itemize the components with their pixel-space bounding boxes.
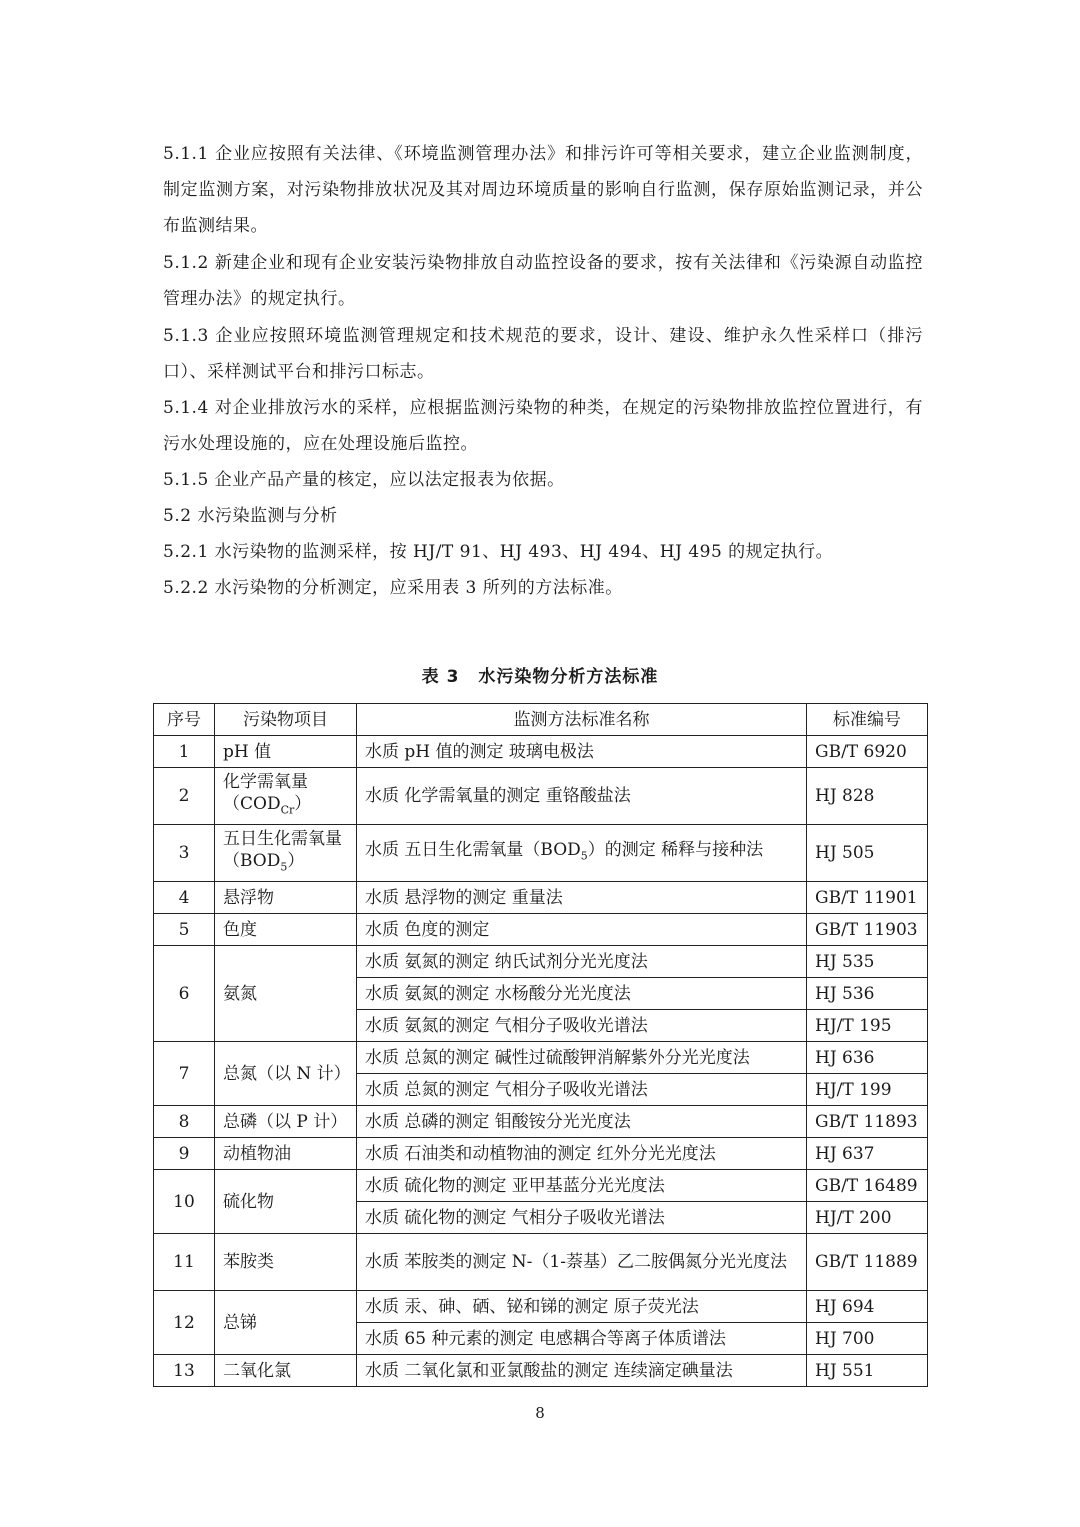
table-header-row	[154, 704, 928, 736]
method-name-text: 水质 硫化物的测定 亚甲基蓝分光光度法	[365, 1175, 665, 1196]
method-name	[357, 768, 807, 825]
row-number: 8	[154, 1106, 215, 1138]
table-caption	[0, 662, 1080, 687]
standard-code: HJ/T 199	[807, 1074, 928, 1106]
table-row	[154, 825, 928, 882]
pollutant-item-text: 化学需氧量（COD	[223, 771, 308, 814]
standard-code: GB/T 11893	[807, 1106, 928, 1138]
page-number: 8	[535, 1404, 545, 1422]
method-name	[357, 1106, 807, 1138]
row-number: 11	[154, 1234, 215, 1291]
method-name	[357, 1170, 807, 1202]
pollutant-item-text: 总氮（以 N 计）	[223, 1063, 351, 1084]
standard-code: GB/T 11901	[807, 882, 928, 914]
pollutant-item	[215, 768, 357, 825]
pollutant-item-tail: ）	[294, 793, 312, 814]
pollutant-item-text: 总锑	[223, 1312, 257, 1333]
water-pollutant-method-table	[153, 703, 928, 1387]
table-row	[154, 1170, 928, 1202]
pollutant-item	[215, 946, 357, 1042]
table-row	[154, 768, 928, 825]
standard-code: HJ 505	[807, 825, 928, 882]
header-item: 污染物项目	[215, 704, 357, 736]
row-number: 10	[154, 1170, 215, 1234]
method-name-text: 水质 pH 值的测定 玻璃电极法	[365, 741, 594, 762]
row-number: 9	[154, 1138, 215, 1170]
method-name	[357, 736, 807, 768]
table-row	[154, 1106, 928, 1138]
method-name	[357, 825, 807, 882]
pollutant-item-text: 硫化物	[223, 1191, 274, 1212]
standard-code: HJ 694	[807, 1291, 928, 1323]
row-number: 13	[154, 1355, 215, 1387]
header-code: 标准编号	[807, 704, 928, 736]
standard-code: HJ/T 200	[807, 1202, 928, 1234]
paragraph: 5.2.2 水污染物的分析测定，应采用表 3 所列的方法标准。	[163, 578, 623, 598]
standard-code: GB/T 11903	[807, 914, 928, 946]
method-name-text: 水质 石油类和动植物油的测定 红外分光光度法	[365, 1143, 716, 1164]
row-number: 12	[154, 1291, 215, 1355]
standard-code: GB/T 11889	[807, 1234, 928, 1291]
table-caption-number: 表 3	[421, 667, 460, 687]
pollutant-item-text: 色度	[223, 919, 257, 940]
standard-code: HJ 536	[807, 978, 928, 1010]
table-row	[154, 736, 928, 768]
method-name-text: 水质 总氮的测定 碱性过硫酸钾消解紫外分光光度法	[365, 1047, 750, 1068]
method-name	[357, 1138, 807, 1170]
paragraph: 5.1.5 企业产品产量的核定，应以法定报表为依据。	[163, 470, 565, 490]
table-body	[154, 736, 928, 1387]
pollutant-item	[215, 1234, 357, 1291]
pollutant-item	[215, 882, 357, 914]
row-number: 4	[154, 882, 215, 914]
method-name-text: 水质 总氮的测定 气相分子吸收光谱法	[365, 1079, 648, 1100]
method-name-text: 水质 悬浮物的测定 重量法	[365, 887, 563, 908]
method-name	[357, 1042, 807, 1074]
pollutant-item	[215, 825, 357, 882]
pollutant-item-subscript: Cr	[280, 803, 295, 817]
standard-code: HJ 637	[807, 1138, 928, 1170]
pollutant-item-text: pH 值	[223, 741, 272, 762]
header-no: 序号	[154, 704, 215, 736]
method-name	[357, 1323, 807, 1355]
method-name	[357, 978, 807, 1010]
method-name-text: 水质 五日生化需氧量（BOD	[365, 839, 581, 860]
standard-code: GB/T 16489	[807, 1170, 928, 1202]
method-name-text: 水质 总磷的测定 钼酸铵分光光度法	[365, 1111, 631, 1132]
method-name-text: 水质 苯胺类的测定 N-（1-萘基）乙二胺偶氮分光光度法	[365, 1252, 787, 1272]
pollutant-item	[215, 1355, 357, 1387]
pollutant-item	[215, 1138, 357, 1170]
standard-code: HJ 551	[807, 1355, 928, 1387]
paragraph: 5.1.3 企业应按照环境监测管理规定和技术规范的要求，设计、建设、维护永久性采样口（排污口）、采样测试平台和排污口标志。	[163, 326, 923, 382]
pollutant-item-text: 悬浮物	[223, 887, 274, 908]
pollutant-item-text: 氨氮	[223, 983, 257, 1004]
method-name-subscript: 5	[580, 849, 588, 863]
pollutant-item-text: 总磷（以 P 计）	[223, 1111, 348, 1132]
method-name-text: 水质 氨氮的测定 水杨酸分光光度法	[365, 983, 631, 1004]
row-number: 6	[154, 946, 215, 1042]
header-method: 监测方法标准名称	[357, 704, 807, 736]
method-name	[357, 882, 807, 914]
pollutant-item-text: 二氧化氯	[223, 1360, 291, 1381]
pollutant-item-text: 苯胺类	[223, 1252, 274, 1272]
method-name-text: 水质 汞、砷、硒、铋和锑的测定 原子荧光法	[365, 1296, 699, 1317]
row-number: 1	[154, 736, 215, 768]
table-row	[154, 1355, 928, 1387]
standard-code: GB/T 6920	[807, 736, 928, 768]
pollutant-item-subscript: 5	[280, 860, 288, 874]
row-number: 2	[154, 768, 215, 825]
table-row	[154, 1042, 928, 1074]
standard-code: HJ/T 195	[807, 1010, 928, 1042]
pollutant-item-tail: ）	[287, 850, 305, 871]
method-name	[357, 946, 807, 978]
table-row	[154, 1234, 928, 1291]
paragraph: 5.1.2 新建企业和现有企业安装污染物排放自动监控设备的要求，按有关法律和《污染源自动监控管理办法》的规定执行。	[163, 253, 923, 309]
method-name-text: 水质 化学需氧量的测定 重铬酸盐法	[365, 786, 631, 806]
standard-code: HJ 828	[807, 768, 928, 825]
standard-code: HJ 636	[807, 1042, 928, 1074]
method-name-text: 水质 氨氮的测定 气相分子吸收光谱法	[365, 1015, 648, 1036]
method-name-text: 水质 氨氮的测定 纳氏试剂分光光度法	[365, 951, 648, 972]
table-caption-title: 水污染物分析方法标准	[478, 667, 659, 687]
pollutant-item-text: 五日生化需氧量（BOD	[223, 828, 342, 871]
method-name-text: 水质 65 种元素的测定 电感耦合等离子体质谱法	[365, 1328, 726, 1349]
method-name-text: 水质 硫化物的测定 气相分子吸收光谱法	[365, 1207, 665, 1228]
paragraph: 5.2.1 水污染物的监测采样，按 HJ/T 91、HJ 493、HJ 494、HJ 495 的规定执行。	[163, 542, 834, 562]
pollutant-item	[215, 1106, 357, 1138]
pollutant-item	[215, 736, 357, 768]
row-number: 7	[154, 1042, 215, 1106]
paragraph: 5.1.4 对企业排放污水的采样，应根据监测污染物的种类，在规定的污染物排放监控位置进行，有污水处理设施的，应在处理设施后监控。	[163, 398, 923, 454]
method-name	[357, 914, 807, 946]
method-name	[357, 1202, 807, 1234]
table-row	[154, 1291, 928, 1323]
table-row	[154, 1138, 928, 1170]
pollutant-item	[215, 1291, 357, 1355]
row-number: 5	[154, 914, 215, 946]
method-name-tail: ）的测定 稀释与接种法	[587, 839, 764, 860]
method-name	[357, 1291, 807, 1323]
method-name	[357, 1234, 807, 1291]
row-number: 3	[154, 825, 215, 882]
table-row	[154, 914, 928, 946]
paragraph: 5.1.1 企业应按照有关法律、《环境监测管理办法》和排污许可等相关要求，建立企业监测制度，制定监测方案，对污染物排放状况及其对周边环境质量的影响自行监测，保存原始监测记录，并公布监测结果。	[163, 144, 923, 236]
pollutant-item	[215, 1042, 357, 1106]
method-name	[357, 1355, 807, 1387]
standard-code: HJ 700	[807, 1323, 928, 1355]
method-name	[357, 1074, 807, 1106]
pollutant-item	[215, 1170, 357, 1234]
method-name	[357, 1010, 807, 1042]
pollutant-item-text: 动植物油	[223, 1143, 291, 1164]
pollutant-item	[215, 914, 357, 946]
table-row	[154, 946, 928, 978]
method-name-text: 水质 二氧化氯和亚氯酸盐的测定 连续滴定碘量法	[365, 1360, 733, 1381]
method-name-text: 水质 色度的测定	[365, 919, 490, 940]
paragraph: 5.2 水污染监测与分析	[163, 506, 338, 526]
standard-code: HJ 535	[807, 946, 928, 978]
table-row	[154, 882, 928, 914]
